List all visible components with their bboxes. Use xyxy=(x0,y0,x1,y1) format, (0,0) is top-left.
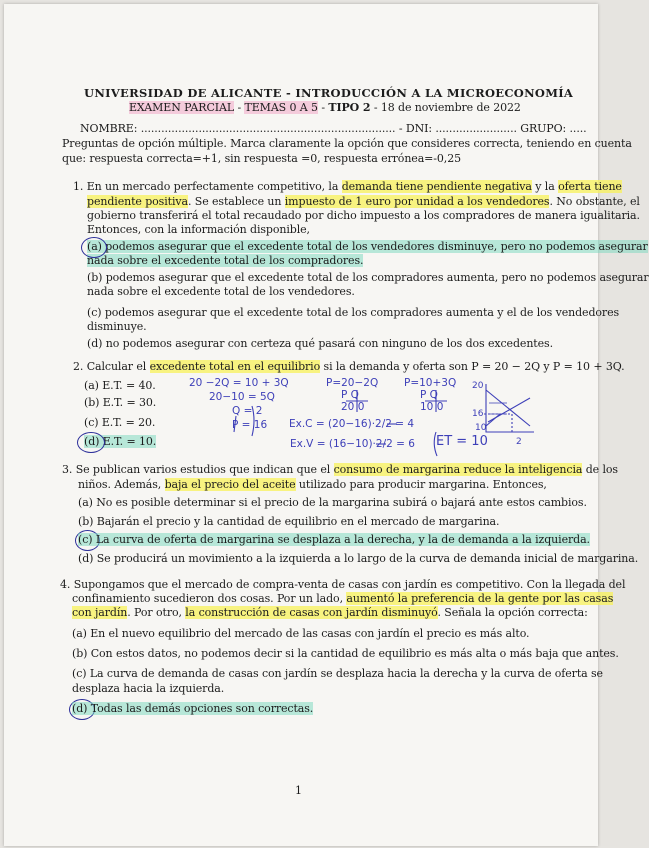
exam-page xyxy=(4,4,649,846)
student-fields: NOMBRE: ........................................................................... - DNI: ........................ GRUPO: ..... xyxy=(80,122,587,135)
exam-subtitle: EXAMEN PARCIAL - TEMAS 0 A 5 - TIPO 2 - 18 de noviembre de 2022 xyxy=(129,101,521,114)
hand-demand-eq: P=20−2Q xyxy=(326,377,379,389)
hand-demand-pq: P Q xyxy=(341,389,359,401)
instructions-line-2: que: respuesta correcta=+1, sin respuesta =0, respuesta errónea=-0,25 xyxy=(62,152,461,165)
q2-option-a: (a) E.T. = 40. xyxy=(84,379,156,392)
hand-graph-label-20: 20 xyxy=(472,381,484,391)
q4-option-a: (a) En el nuevo equilibrio del mercado de las casas con jardín el precio es más alto. xyxy=(72,627,530,640)
q2-option-c: (c) E.T. = 20. xyxy=(84,416,156,429)
answer-circle-q1 xyxy=(81,237,107,258)
q1-option-b: (b) podemos asegurar que el excedente total de los compradores aumenta, pero no podemos asegurar xyxy=(87,271,649,284)
hand-p-value: P = 16 xyxy=(232,419,268,431)
hand-producer-surplus: Ex.V = (16−10)·2/2 = 6 xyxy=(290,438,415,450)
q3-text-line-1: 3. Se publican varios estudios que indican que el consumo de margarina reduce la inteligencia de los xyxy=(62,463,618,476)
q3-option-a: (a) No es posible determinar si el precio de la margarina subirá o bajará ante estos cambios. xyxy=(78,496,587,509)
hand-supply-vals: 10 0 xyxy=(420,401,444,413)
q4-option-b: (b) Con estos datos, no podemos decir si la cantidad de equilibrio es más alta o más baja que antes. xyxy=(72,647,619,660)
q1-option-c: (c) podemos asegurar que el excedente total de los compradores aumenta y el de los vendedores xyxy=(87,306,620,319)
q1-text-line-2: pendiente positiva. Se establece un impuesto de 1 euro por unidad a los vendedores. No obstante, el xyxy=(87,195,640,208)
q4-option-c: (c) La curva de demanda de casas con jardín se desplaza hacia la derecha y la curva de oferta se xyxy=(72,667,603,680)
hand-graph-label-10: 10 xyxy=(475,423,487,433)
university-heading: UNIVERSIDAD DE ALICANTE - INTRODUCCIÓN A LA MICROECONOMÍA xyxy=(84,86,574,100)
hand-demand-vals: 20 0 xyxy=(341,401,365,413)
answer-circle-q2 xyxy=(77,432,105,453)
q2-option-d: (d) E.T. = 10. xyxy=(84,435,157,448)
q1-text-line-4: Entonces, con la información disponible, xyxy=(87,223,310,236)
q4-option-c-cont: desplaza hacia la izquierda. xyxy=(72,682,225,695)
q1-text-line-1: 1. En un mercado perfectamente competitivo, la demanda tiene pendiente negativa y la oferta tiene xyxy=(73,180,622,193)
q4-text-line-1: 4. Supongamos que el mercado de compra-venta de casas con jardín es competitivo. Con la llegada del xyxy=(60,578,626,591)
q2-option-b: (b) E.T. = 30. xyxy=(84,396,157,409)
q4-option-d: (d) Todas las demás opciones son correctas. xyxy=(72,702,314,715)
q2-text: 2. Calcular el excedente total en el equilibrio si la demanda y oferta son P = 20 − 2Q y P = 10 + 3Q. xyxy=(73,360,625,373)
q4-text-line-2: confinamiento sucedieron dos cosas. Por un lado, aumentó la preferencia de la gente por las casas xyxy=(72,592,614,605)
q1-option-a-cont: nada sobre el excedente total de los compradores. xyxy=(87,254,364,267)
hand-eq-2: 20−10 = 5Q xyxy=(209,391,275,403)
hand-supply-eq: P=10+3Q xyxy=(404,377,457,389)
hand-supply-pq: P Q xyxy=(420,389,438,401)
instructions-line-1: Preguntas de opción múltiple. Marca claramente la opción que consideres correcta, teniendo en cuenta xyxy=(62,137,632,150)
q1-option-b-cont: nada sobre el excedente total de los vendedores. xyxy=(87,285,355,298)
q3-option-c: (c) La curva de oferta de margarina se desplaza a la derecha, y la de demanda a la izquierda. xyxy=(78,533,590,546)
q3-option-b: (b) Bajarán el precio y la cantidad de equilibrio en el mercado de margarina. xyxy=(78,515,500,528)
hand-eq-1: 20 −2Q = 10 + 3Q xyxy=(189,377,289,389)
q3-text-line-2: niños. Además, baja el precio del aceite utilizado para producir margarina. Entonces, xyxy=(78,478,547,491)
hand-graph-label-16: 16 xyxy=(472,409,484,419)
handwriting-marks xyxy=(4,4,598,846)
page-number: 1 xyxy=(295,784,302,797)
q1-text-line-3: gobierno transferirá el total recaudado por dicho impuesto a los compradores de manera igualitaria. xyxy=(87,209,640,222)
q1-option-d: (d) no podemos asegurar con certeza qué pasará con ninguno de los dos excedentes. xyxy=(87,337,553,350)
q1-option-a: (a) podemos asegurar que el excedente total de los vendedores disminuye, pero no podemos asegurar xyxy=(87,240,648,253)
hand-consumer-surplus: Ex.C = (20−16)·2/2 = 4 xyxy=(289,418,415,430)
q1-option-c-cont: disminuye. xyxy=(87,320,147,333)
hand-q-value: Q = 2 xyxy=(232,405,263,417)
hand-graph-label-2: 2 xyxy=(516,437,522,447)
q3-option-d: (d) Se producirá un movimiento a la izquierda a lo largo de la curva de demanda inicial de margarina. xyxy=(78,552,639,565)
q4-text-line-3: con jardín. Por otro, la construcción de casas con jardín disminuyó. Señala la opción correcta: xyxy=(72,606,588,619)
hand-total-surplus: ET = 10 xyxy=(436,434,488,449)
